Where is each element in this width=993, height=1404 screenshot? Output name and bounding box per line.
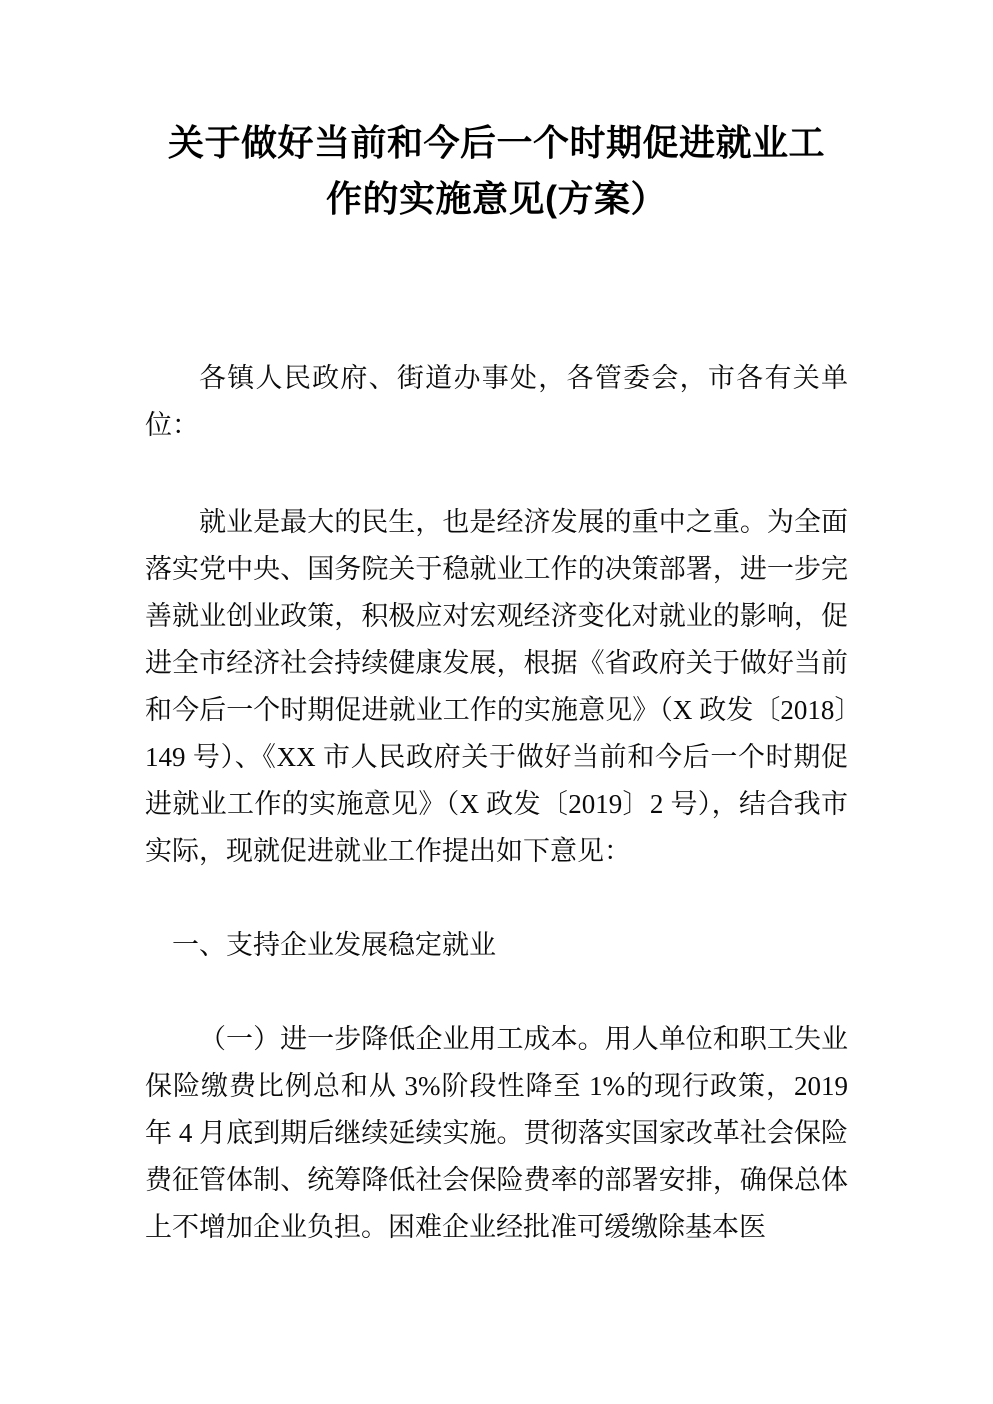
paragraph-1-1: （一）进一步降低企业用工成本。用人单位和职工失业保险缴费比例总和从 3%阶段性降至 1%的现行政策，2019 年 4 月底到期后继续延续实施。贯彻落实国家改革社会保险费征管体制、统筹降低社会保险费率的部署安排，确保总体上不增加企业负担。困难企业经批准可缓缴除基本医 — [145, 1024, 848, 1242]
spacer-after-salutation — [145, 449, 848, 499]
document-title-line-2: 作的实施意见(方案） — [326, 178, 667, 219]
section-heading-1: 一、支持企业发展稳定就业 — [172, 930, 496, 960]
document-title — [145, 0, 848, 227]
spacer-before-heading — [145, 875, 848, 922]
paragraph-introduction: 就业是最大的民生，也是经济发展的重中之重。为全面落实党中央、国务院关于稳就业工作的决策部署，进一步完善就业创业政策，积极应对宏观经济变化对就业的影响，促进全市经济社会持续健康发展，根据《省政府关于做好当前和今后一个时期促进就业工作的实施意见》（X 政发〔2018〕149 号）、《XX 市人民政府关于做好当前和今后一个时期促进就业工作的实施意见》（X 政发〔2019〕2 号），结合我市实际，现就促进就业工作提出如下意见： — [145, 507, 848, 866]
document-title-line-1: 关于做好当前和今后一个时期促进就业工 — [167, 122, 825, 163]
spacer-after-title — [145, 227, 848, 355]
salutation-line: 各镇人民政府、街道办事处，各管委会，市各有关单位： — [145, 363, 848, 440]
spacer-after-heading — [145, 969, 848, 1016]
document-body — [145, 0, 848, 1251]
